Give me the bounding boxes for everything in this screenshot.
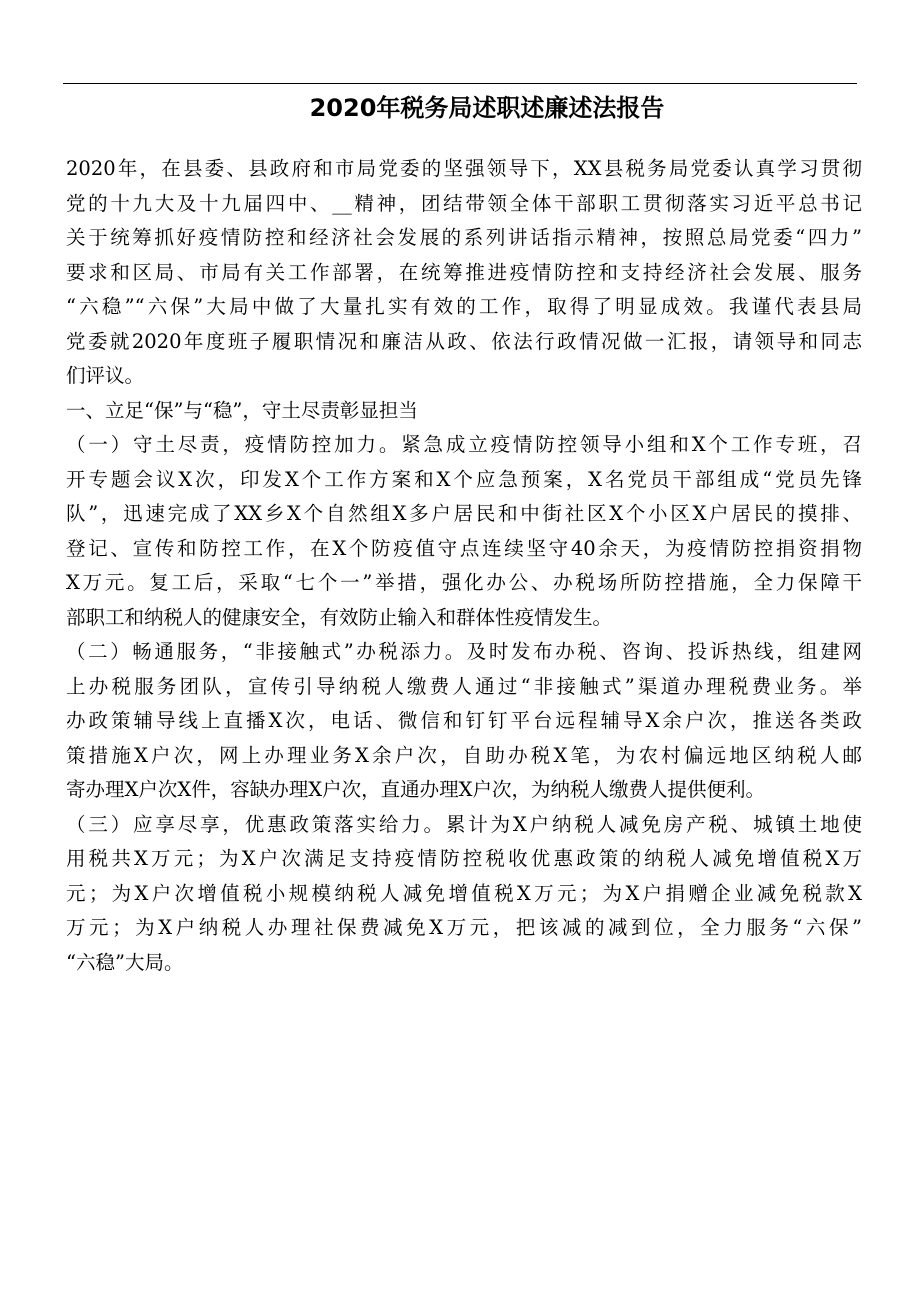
intro-line-7: 们评议。 bbox=[66, 364, 145, 387]
para1-line-5: X万元。复工后，采取“七个一”举措，强化办公、办税场所防控措施，全力保障干 bbox=[66, 571, 862, 594]
paragraph-contactless-service bbox=[66, 635, 862, 808]
para2-line-2: 上办税服务团队，宣传引导纳税人缴费人通过“非接触式”渠道办理税费业务。举 bbox=[66, 674, 862, 698]
para2-line-3: 办政策辅导线上直播X次，电话、微信和钉钉平台远程辅导X余户次，推送各类政 bbox=[66, 709, 862, 732]
document-body bbox=[66, 152, 862, 980]
para3-line-3: 元；为X户次增值税小规模纳税人减免增值税X万元；为X户捐赠企业减免税款X bbox=[66, 881, 862, 905]
document-title: 2020年税务局述职述廉述法报告 bbox=[309, 94, 665, 122]
intro-line-5: “六稳”“六保”大局中做了大量扎实有效的工作，取得了明显成效。我谨代表县局 bbox=[66, 295, 862, 318]
para3-line-5: “六稳”大局。 bbox=[66, 950, 184, 974]
para2-line-1: （二）畅通服务，“非接触式”办税添力。及时发布办税、咨询、投诉热线，组建网 bbox=[66, 640, 862, 663]
intro-line-2: 党的十九大及十九届四中、__精神，团结带领全体干部职工贯彻落实习近平总书记 bbox=[66, 191, 862, 215]
para3-line-2: 用税共X万元；为X户次满足支持疫情防控税收优惠政策的纳税人减免增值税X万 bbox=[66, 847, 862, 870]
paragraph-tax-relief bbox=[66, 808, 862, 981]
intro-line-3: 关于统筹抓好疫情防控和经济社会发展的系列讲话指示精神，按照总局党委“四力” bbox=[66, 226, 862, 249]
intro-line-1: 2020年，在县委、县政府和市局党委的坚强领导下，XX县税务局党委认真学习贯彻 bbox=[66, 157, 862, 180]
para1-line-3: 队”，迅速完成了XX乡X个自然组X多户居民和中街社区X个小区X户居民的摸排、 bbox=[66, 502, 862, 525]
header-rule bbox=[63, 83, 857, 84]
intro-paragraph bbox=[66, 152, 862, 394]
intro-line-4: 要求和区局、市局有关工作部署，在统筹推进疫情防控和支持经济社会发展、服务 bbox=[66, 260, 862, 284]
para1-line-1: （一）守土尽责，疫情防控加力。紧急成立疫情防控领导小组和X个工作专班，召 bbox=[66, 433, 862, 456]
section-heading: 一、立足“保”与“稳”，守土尽责彰显担当 bbox=[66, 398, 418, 422]
intro-line-6: 党委就2020年度班子履职情况和廉洁从政、依法行政情况做一汇报，请领导和同志 bbox=[66, 329, 862, 353]
para2-line-4: 策措施X户次，网上办理业务X余户次，自助办税X笔，为农村偏远地区纳税人邮 bbox=[66, 743, 862, 767]
para1-line-6: 部职工和纳税人的健康安全，有效防止输入和群体性疫情发生。 bbox=[66, 605, 613, 629]
para2-line-5: 寄办理X户次X件，容缺办理X户次，直通办理X户次，为纳税人缴费人提供便利。 bbox=[66, 778, 766, 801]
para1-line-2: 开专题会议X次，印发X个工作方案和X个应急预案，X名党员干部组成“党员先锋 bbox=[66, 467, 862, 491]
para3-line-1: （三）应享尽享，优惠政策落实给力。累计为X户纳税人减免房产税、城镇土地使 bbox=[66, 812, 862, 836]
paragraph-epidemic-control bbox=[66, 428, 862, 635]
para1-line-4: 登记、宣传和防控工作，在X个防疫值守点连续坚守40余天，为疫情防控捐资捐物 bbox=[66, 536, 862, 560]
para3-line-4: 万元；为X户纳税人办理社保费减免X万元，把该减的减到位，全力服务“六保” bbox=[66, 916, 862, 939]
